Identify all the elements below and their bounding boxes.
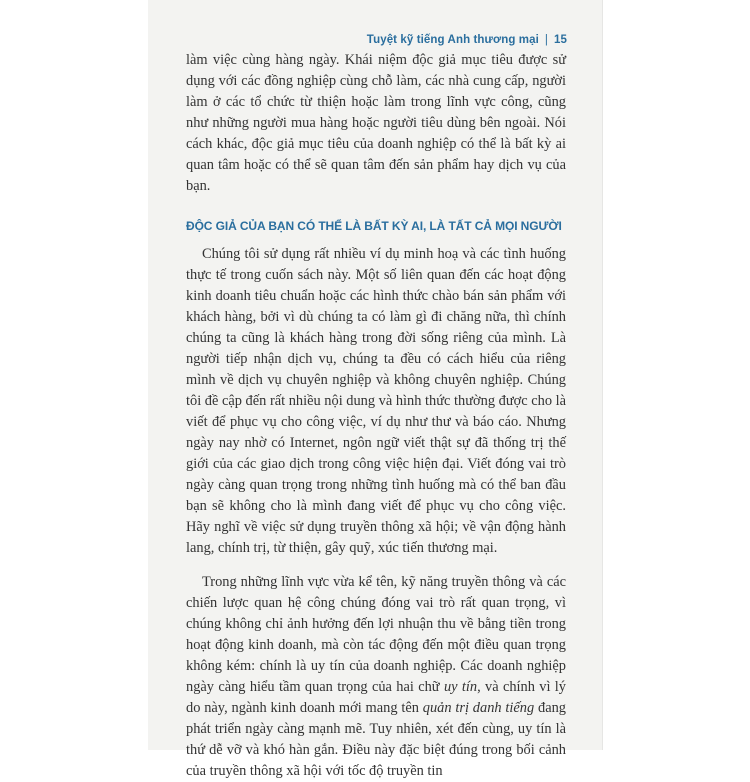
page-number: 15 xyxy=(554,34,567,46)
paragraph-reputation-part-3: đang phát triển ngày càng mạnh mẽ. Tuy nhiên, xét đến cùng, uy tín là thứ dễ vỡ và khó hàn gắn. Điều này đặc biệt đúng trong bối cảnh của truyền thông xã hội với tốc độ truyền tin xyxy=(186,700,567,779)
header-separator: | xyxy=(544,34,548,46)
paragraph-reputation-part-1: Trong những lĩnh vực vừa kể tên, kỹ năng truyền thông và các chiến lược quan hệ công chúng đóng vai trò rất quan trọng, vì chúng không chỉ ảnh hưởng đến lợi nhuận thu về bằng tiền trong hoạt động kinh doanh, mà còn tác động đến một điều quan trọng không kém: chính là uy tín của doanh nghiệp. Các doanh nghiệp ngày càng hiểu tầm quan trọng của hai chữ xyxy=(186,574,566,695)
section-heading: ĐỘC GIẢ CỦA BẠN CÓ THỂ LÀ BẤT KỲ AI, LÀ TẤT CẢ MỌI NGƯỜI xyxy=(186,219,562,233)
book-title: Tuyệt kỹ tiếng Anh thương mại xyxy=(366,34,539,46)
paragraph-continuation: làm việc cùng hàng ngày. Khái niệm độc giả mục tiêu được sử dụng với các đồng nghiệp cùng chỗ làm, các nhà cung cấp, người làm ở các tổ chức từ thiện hoặc làm trong lĩnh vực công, cũng như những người mua hàng hoặc người tiêu dùng bên ngoài. Nói cách khác, độc giả mục tiêu của doanh nghiệp có thể là bất kỳ ai quan tâm hoặc có thể sẽ quan tâm đến sản phẩm hay dịch vụ của bạn. xyxy=(186,52,566,194)
paragraph-examples: Chúng tôi sử dụng rất nhiều ví dụ minh hoạ và các tình huống thực tế trong cuốn sách này. Một số liên quan đến các hoạt động kinh doanh tiêu chuẩn hoặc các hình thức chào bán sản phẩm với khách hàng, bởi vì dù chúng ta có làm gì đi chăng nữa, thì chính chúng ta cũng là khách hàng trong đời sống riêng của mình. Là người tiếp nhận dịch vụ, chúng ta đều có cách hiểu của riêng mình về dịch vụ chuyên nghiệp và không chuyên nghiệp. Chúng tôi đề cập đến rất nhiều nội dung và hình thức thường được cho là viết để phục vụ cho công việc, ví dụ như thư và báo cáo. Nhưng ngày nay nhờ có Internet, ngôn ngữ viết thật sự đã thống trị thế giới của các giao dịch trong công việc hiện đại. Viết đóng vai trò ngày càng quan trọng trong những tình huống mà có thể ban đầu bạn sẽ không cho là mình đang viết để phục vụ cho công việc. Hãy nghĩ về việc sử dụng truyền thông xã hội; về vận động hành lang, chính trị, từ thiện, gây quỹ, xúc tiến thương mại. xyxy=(186,246,566,556)
term-quan-tri-danh-tieng: quản trị danh tiếng xyxy=(422,700,535,716)
term-uy-tin: uy tín xyxy=(443,679,478,695)
paragraph-reputation xyxy=(186,572,566,782)
page-body xyxy=(186,50,566,782)
paragraph-reputation-part-2: , và chính vì lý do này, ngành kinh doanh mới mang tên xyxy=(186,679,567,716)
book-page xyxy=(148,0,603,779)
running-header xyxy=(367,34,567,46)
